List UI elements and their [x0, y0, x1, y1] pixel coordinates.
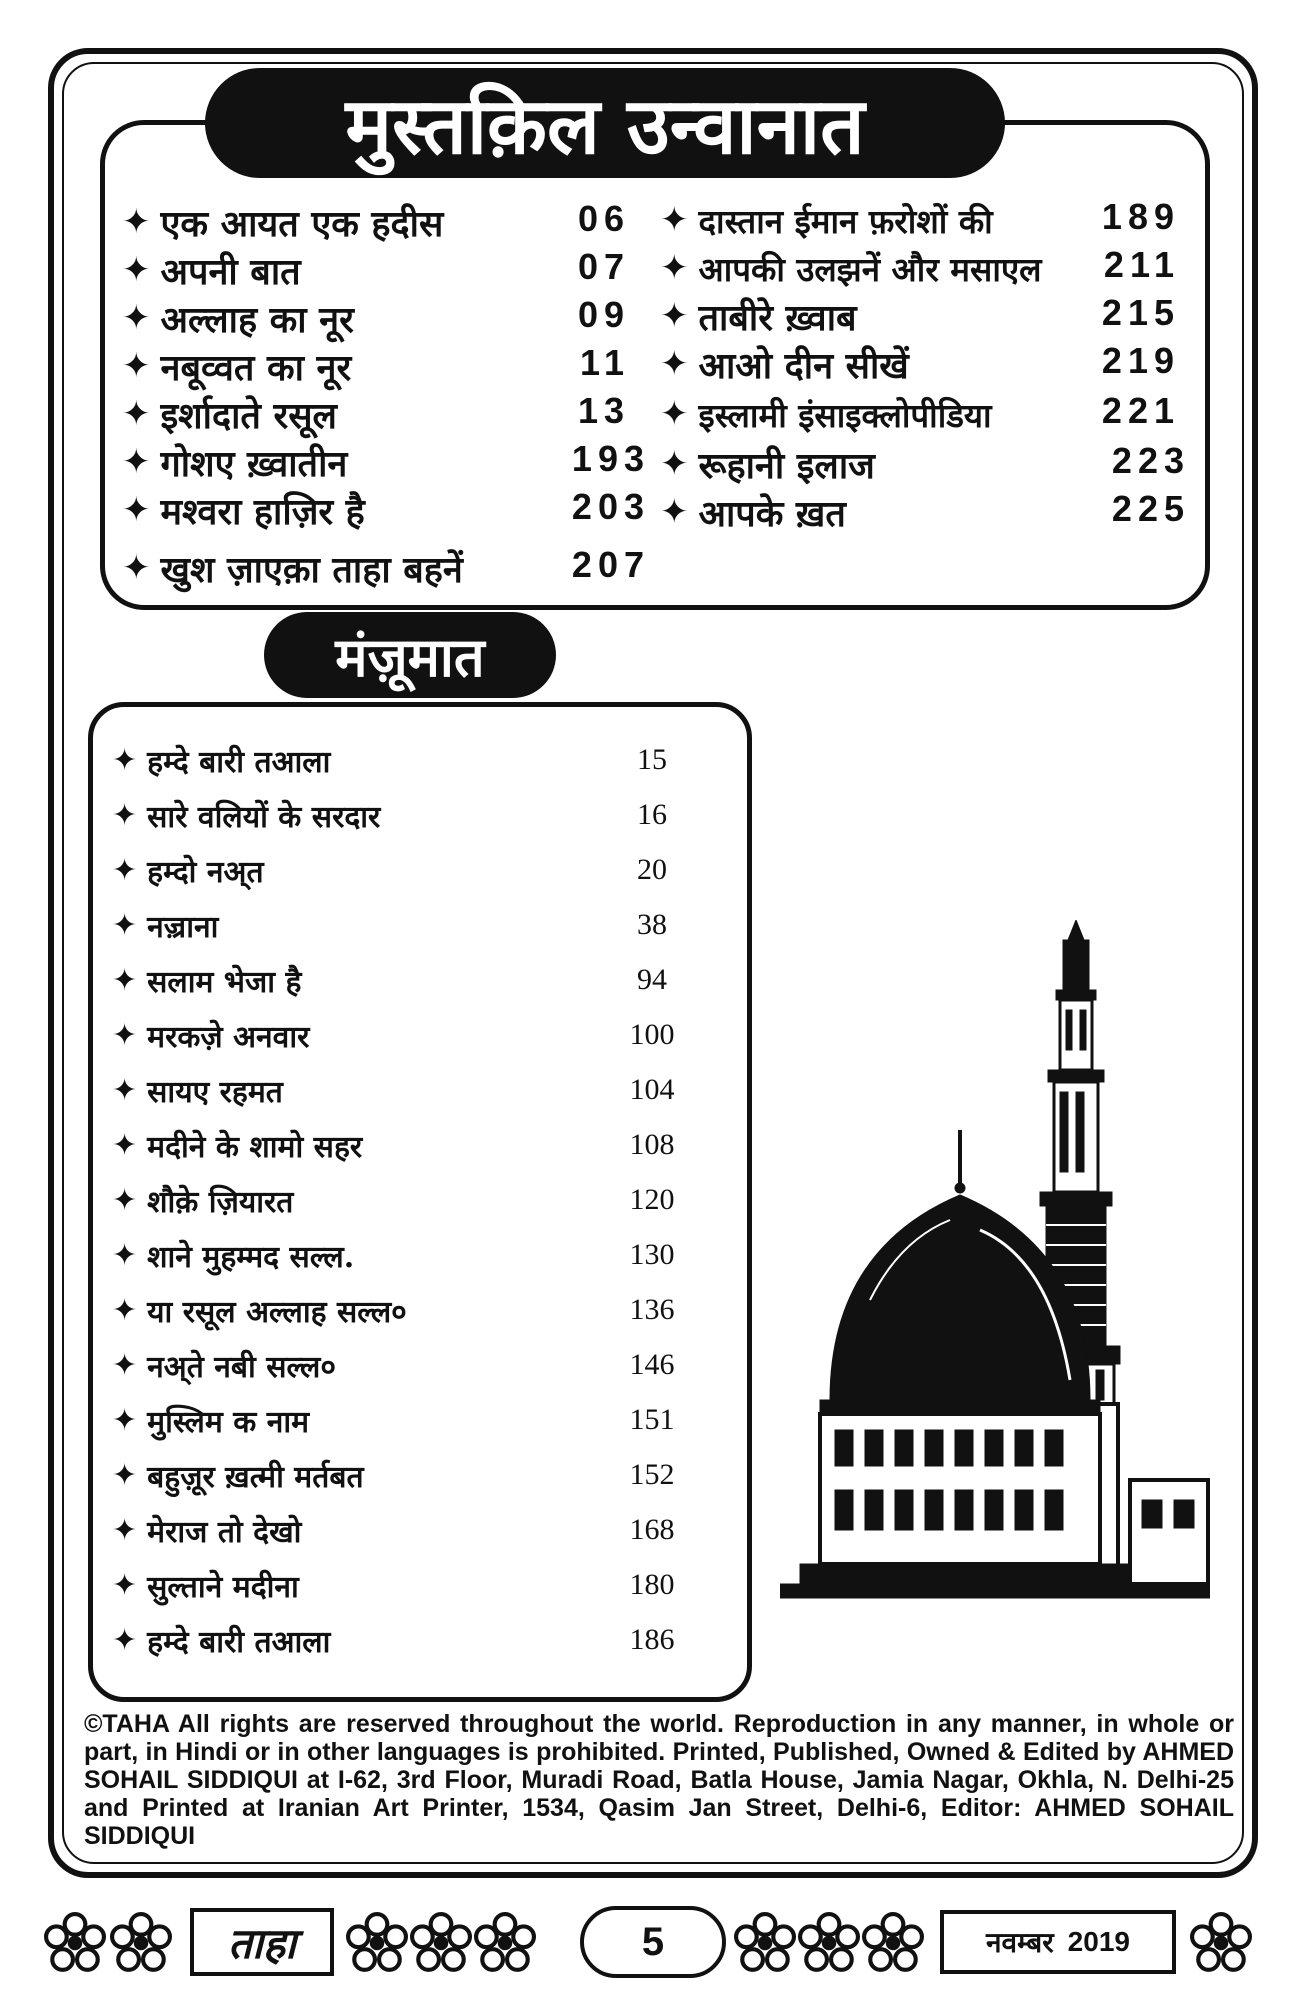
star-bullet-icon: ✦ — [660, 200, 689, 240]
poem-item-page: 16 — [637, 798, 667, 831]
poem-item-label: सलाम भेजा है — [147, 964, 302, 1000]
poem-item-page: 108 — [629, 1128, 675, 1161]
star-bullet-icon: ✦ — [112, 1512, 138, 1548]
star-bullet-icon: ✦ — [112, 1402, 138, 1438]
toc-item[interactable] — [660, 244, 1042, 292]
toc-item[interactable] — [660, 390, 992, 438]
poem-item-page: 94 — [637, 963, 667, 996]
toc-item-label: गोशए ख़्वातीन — [160, 442, 348, 485]
poem-item[interactable] — [112, 1453, 364, 1497]
toc-item-page: 203 — [571, 486, 650, 527]
poem-item-page: 186 — [629, 1623, 675, 1656]
poem-item-page: 136 — [629, 1293, 675, 1326]
toc-item[interactable] — [122, 544, 463, 592]
star-bullet-icon: ✦ — [660, 296, 689, 336]
poem-item-label: सायए रहमत — [147, 1074, 283, 1110]
poem-item-label: मुस्लिम क नाम — [147, 1404, 310, 1440]
toc-item-page: 207 — [571, 544, 650, 585]
star-bullet-icon: ✦ — [112, 962, 138, 998]
flower-ornament-icon — [410, 1912, 472, 1974]
toc-item-label: आपकी उलझनें और मसाएल — [698, 249, 1042, 289]
poem-item-page: 100 — [629, 1018, 675, 1051]
star-bullet-icon: ✦ — [112, 1237, 138, 1273]
star-bullet-icon: ✦ — [112, 1347, 138, 1383]
toc-item-label: रूहानी इलाज — [698, 444, 875, 487]
star-bullet-icon: ✦ — [660, 492, 689, 532]
poem-item[interactable] — [112, 1233, 354, 1277]
flower-ornament-icon — [474, 1912, 536, 1974]
poem-item[interactable] — [112, 1123, 362, 1167]
toc-item-page: 223 — [1111, 440, 1190, 481]
poem-item-label: नअ्ते नबी सल्ल० — [147, 1349, 336, 1385]
toc-item-page: 211 — [1103, 244, 1180, 285]
issue-month: नवम्बर — [986, 1926, 1054, 1959]
flower-ornament-icon — [110, 1912, 172, 1974]
poem-item-page: 146 — [629, 1348, 675, 1381]
star-bullet-icon: ✦ — [112, 797, 138, 833]
poem-item-label: शौक़े ज़ियारत — [147, 1184, 294, 1220]
poem-item[interactable] — [112, 793, 380, 837]
flower-ornament-icon — [44, 1912, 106, 1974]
poem-item-page: 152 — [629, 1458, 675, 1491]
toc-item-page: 06 — [577, 198, 630, 239]
toc-item-label: एक आयत एक हदीस — [160, 202, 444, 245]
mosque-dome-minaret-icon — [780, 920, 1210, 1640]
page-number: 5 — [580, 1906, 726, 1978]
star-bullet-icon: ✦ — [122, 394, 151, 434]
star-bullet-icon: ✦ — [122, 346, 151, 386]
star-bullet-icon: ✦ — [660, 344, 689, 384]
poem-item[interactable] — [112, 1068, 283, 1112]
toc-item[interactable] — [122, 342, 351, 390]
star-bullet-icon: ✦ — [112, 852, 138, 888]
issue-year: 2019 — [1067, 1926, 1130, 1957]
poem-item-label: सुल्ताने मदीना — [147, 1569, 299, 1605]
toc-item-page: 193 — [571, 438, 650, 479]
toc-item-page: 221 — [1101, 390, 1180, 431]
issue-date — [940, 1910, 1176, 1974]
toc-item[interactable] — [122, 294, 354, 342]
toc-item-label: मश्वरा हाज़िर है — [160, 490, 365, 533]
poem-item-page: 15 — [637, 743, 667, 776]
star-bullet-icon: ✦ — [112, 1622, 138, 1658]
toc-item-page: 225 — [1111, 488, 1190, 529]
toc-item[interactable] — [660, 440, 875, 488]
star-bullet-icon: ✦ — [112, 1182, 138, 1218]
flower-ornament-icon — [862, 1912, 924, 1974]
star-bullet-icon: ✦ — [660, 444, 689, 484]
poem-item-label: मदीने के शामो सहर — [147, 1129, 363, 1165]
toc-item-label: खुश ज़ाएक़ा ताहा बहनें — [160, 548, 463, 591]
toc-item-page: 215 — [1101, 292, 1180, 333]
flower-ornament-icon — [346, 1912, 408, 1974]
star-bullet-icon: ✦ — [122, 442, 151, 482]
toc-item-label: ताबीरे ख़्वाब — [698, 296, 857, 339]
star-bullet-icon: ✦ — [122, 250, 151, 290]
poem-item[interactable] — [112, 1013, 309, 1057]
flower-ornament-icon — [798, 1912, 860, 1974]
poem-item[interactable] — [112, 738, 330, 782]
toc-item-page: 189 — [1101, 196, 1180, 237]
poem-item-page: 20 — [637, 853, 667, 886]
poem-item[interactable] — [112, 958, 301, 1002]
poem-item[interactable] — [112, 1288, 407, 1332]
star-bullet-icon: ✦ — [112, 1072, 138, 1108]
toc-item-label: आओ दीन सीखें — [698, 344, 909, 387]
toc-item-label: इस्लामी इंसाइक्लोपीडिया — [698, 395, 992, 435]
toc-item[interactable] — [660, 292, 857, 340]
star-bullet-icon: ✦ — [112, 1457, 138, 1493]
page-footer — [44, 1904, 1259, 1994]
poem-item-page: 180 — [629, 1568, 675, 1601]
poem-item[interactable] — [112, 1563, 299, 1607]
toc-item[interactable] — [122, 486, 365, 534]
toc-item-label: अल्लाह का नूर — [160, 298, 354, 341]
toc-item-page: 11 — [579, 342, 630, 383]
poem-item-page: 120 — [629, 1183, 675, 1216]
poem-item[interactable] — [112, 848, 264, 892]
poem-item-label: हम्दो नअ्त — [147, 854, 264, 890]
toc-item-label: दास्तान ईमान फ़रोशों की — [698, 201, 993, 241]
poem-item-label: बहुज़ूर ख़त्मी मर्तबत — [147, 1459, 364, 1495]
star-bullet-icon: ✦ — [660, 394, 689, 434]
poem-item-page: 130 — [629, 1238, 675, 1271]
star-bullet-icon: ✦ — [112, 1127, 138, 1163]
toc-item[interactable] — [122, 246, 301, 294]
poem-item-label: मरकज़े अनवार — [147, 1019, 310, 1055]
toc-item-label: नबूव्वत का नूर — [160, 346, 352, 389]
star-bullet-icon: ✦ — [112, 1567, 138, 1603]
poem-item[interactable] — [112, 1343, 336, 1387]
poem-item-page: 151 — [629, 1403, 675, 1436]
toc-item-page: 13 — [577, 390, 630, 431]
magazine-name: ताहा — [190, 1908, 334, 1976]
poem-item-page: 38 — [637, 908, 667, 941]
star-bullet-icon: ✦ — [122, 202, 151, 242]
poem-item[interactable] — [112, 1398, 309, 1442]
poem-item-label: नज़्राना — [147, 909, 219, 945]
toc-item[interactable] — [122, 390, 337, 438]
star-bullet-icon: ✦ — [112, 907, 138, 943]
toc-item[interactable] — [122, 198, 443, 246]
toc-item-page: 09 — [577, 294, 630, 335]
toc-item[interactable] — [660, 488, 846, 536]
copyright-notice: ©TAHA All rights are reserved throughout the world. Reproduction in any manner, in whole or part, in Hindi or in other languages is prohibited. Printed, Published, Owned & Edited by AHMED SOHAIL SIDDIQUI at I-62, 3rd Floor, Muradi Road, Batla House, Jamia Nagar, Okhla, N. Delhi-25 and Printed at Iranian Art Printer, 1534, Qasim Jan Street, Delhi-6, Editor: AHMED SOHAIL SIDDIQUI — [84, 1710, 1234, 1850]
poem-item-label: हम्दे बारी तआला — [147, 1624, 331, 1660]
toc-item-label: आपके ख़त — [698, 492, 846, 535]
flower-ornament-icon — [734, 1912, 796, 1974]
toc-item-page: 07 — [577, 246, 630, 287]
toc-item[interactable] — [122, 438, 347, 486]
toc-item-label: अपनी बात — [160, 250, 301, 293]
poems-title: मंज़ूमात — [264, 612, 556, 698]
star-bullet-icon: ✦ — [122, 548, 151, 588]
toc-item[interactable] — [660, 196, 993, 244]
poem-item[interactable] — [112, 1178, 293, 1222]
poem-item-label: मेराज तो देखो — [147, 1514, 302, 1550]
poem-item-page: 104 — [629, 1073, 675, 1106]
toc-item[interactable] — [660, 340, 909, 388]
star-bullet-icon: ✦ — [112, 1017, 138, 1053]
star-bullet-icon: ✦ — [112, 1292, 138, 1328]
poem-item-label: हम्दे बारी तआला — [147, 744, 331, 780]
fixed-columns-title: मुस्तक़िल उन्वानात — [205, 68, 1005, 178]
poem-item[interactable] — [112, 1618, 330, 1662]
poem-item-label: शाने मुहम्मद सल्ल. — [147, 1239, 355, 1275]
toc-item-page: 219 — [1101, 340, 1180, 381]
toc-item-label: इर्शादाते रसूल — [160, 394, 337, 437]
star-bullet-icon: ✦ — [112, 742, 138, 778]
poem-item[interactable] — [112, 903, 218, 947]
star-bullet-icon: ✦ — [122, 490, 151, 530]
poem-item[interactable] — [112, 1508, 301, 1552]
flower-ornament-icon — [1190, 1912, 1252, 1974]
star-bullet-icon: ✦ — [122, 298, 151, 338]
star-bullet-icon: ✦ — [660, 248, 689, 288]
poem-item-page: 168 — [629, 1513, 675, 1546]
poem-item-label: या रसूल अल्लाह सल्ल० — [147, 1294, 407, 1330]
poem-item-label: सारे वलियों के सरदार — [147, 799, 381, 835]
